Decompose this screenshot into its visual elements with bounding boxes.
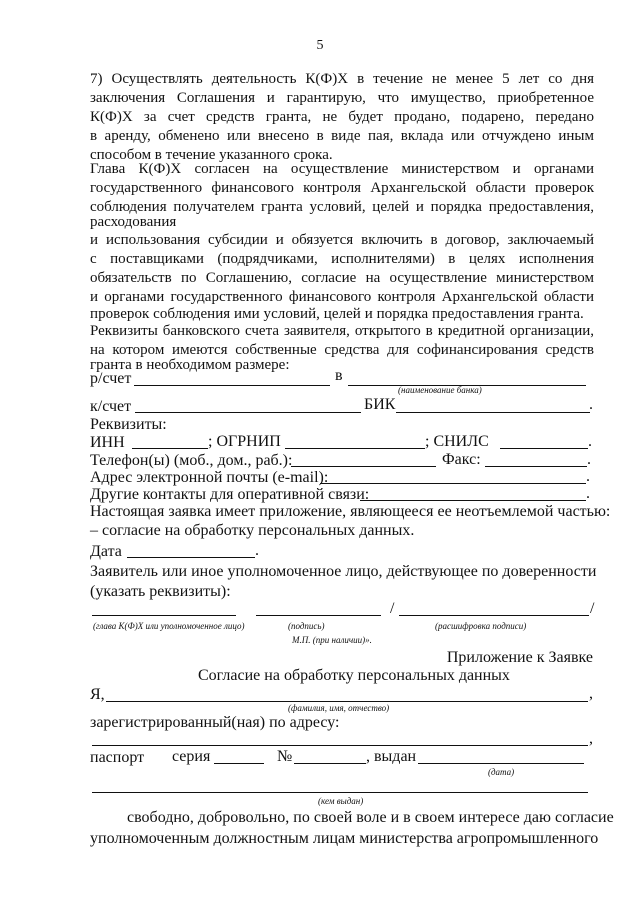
series-label: серия	[172, 748, 211, 765]
date-period: .	[255, 542, 259, 559]
bik-field[interactable]	[396, 412, 590, 413]
corr-account-field[interactable]	[135, 412, 361, 413]
issued-by-field[interactable]	[92, 792, 588, 793]
number-field[interactable]	[294, 763, 366, 764]
control-line-4: расходования	[90, 214, 177, 230]
control-line-1: Глава К(Ф)Х согласен на осуществление министерством и органами	[90, 161, 594, 177]
fax-label: Факс:	[442, 451, 481, 468]
email-period: .	[586, 468, 590, 485]
attachment-line-2: – согласие на обработку персональных данных.	[90, 522, 415, 539]
address-field[interactable]	[92, 745, 588, 746]
corr-account-label: к/счет	[90, 398, 132, 415]
control-line-6: с поставщиками (подрядчиками, исполнителями) в целях исполнения	[90, 251, 594, 267]
snils-field[interactable]	[500, 448, 588, 449]
consent-body-2: уполномоченным должностным лицам министерства агропромышленного	[90, 830, 599, 847]
signature-field[interactable]	[256, 615, 381, 616]
inn-label: ИНН	[90, 434, 125, 451]
control-line-9: проверок соблюдения ими условий, целей и порядка предоставления гранта.	[90, 306, 584, 322]
phone-label: Телефон(ы) (моб., дом., раб.):	[90, 452, 293, 469]
ogrnip-field[interactable]	[285, 448, 425, 449]
bank-intro-3: гранта в необходимом размере:	[90, 357, 290, 373]
bank-intro-2: на котором имеются собственные средства для софинансирования средств	[90, 342, 594, 358]
bank-name-caption: (наименование банка)	[398, 385, 482, 395]
i-label: Я,	[90, 686, 105, 703]
date-field[interactable]	[127, 557, 255, 558]
bik-period: .	[589, 396, 593, 413]
other-contacts-field[interactable]	[360, 500, 586, 501]
signer-line-2: (указать реквизиты):	[90, 583, 231, 600]
fio-caption: (фамилия, имя, отчество)	[288, 703, 390, 713]
fax-field[interactable]	[485, 466, 587, 467]
control-line-7: обязательств по Соглашению, согласие на осуществление министерством	[90, 270, 594, 286]
other-contacts-label: Другие контакты для оперативной связи:	[90, 486, 370, 503]
inn-field[interactable]	[132, 448, 208, 449]
in-label: в	[335, 367, 343, 384]
bik-label: БИК	[364, 396, 396, 413]
number-label: №	[277, 748, 293, 765]
page-number: 5	[316, 38, 324, 53]
snils-period: .	[588, 433, 592, 450]
series-field[interactable]	[214, 763, 264, 764]
item7-line-2: заключения Соглашения и гарантирую, что имущество, приобретенное	[90, 90, 594, 106]
signature-decoding-field[interactable]	[399, 615, 589, 616]
ogrnip-label: ; ОГРНИП	[208, 433, 281, 450]
item7-line-5: способом в течение указанного срока.	[90, 147, 333, 163]
control-line-8: и органами государственного финансового контроля Архангельской области	[90, 289, 594, 305]
decoding-caption: (расшифровка подписи)	[435, 621, 527, 631]
phone-field[interactable]	[291, 466, 436, 467]
attachment-line-1: Настоящая заявка имеет приложение, являющееся ее неотъемлемой частью:	[90, 503, 611, 520]
account-field[interactable]	[134, 385, 330, 386]
head-signature-field[interactable]	[92, 615, 236, 616]
issued-label: , выдан	[366, 748, 417, 765]
control-line-3: соблюдения получателем гранта условий, целей и порядка предоставления,	[90, 199, 594, 215]
consent-body-1: свободно, добровольно, по своей воле и в своем интересе даю согласие	[127, 809, 614, 826]
fax-period: .	[587, 451, 591, 468]
fio-comma: ,	[589, 685, 593, 702]
slash-left: /	[390, 600, 395, 617]
registered-label: зарегистрированный(ная) по адресу:	[90, 714, 340, 731]
signer-line-1: Заявитель или иное уполномоченное лицо, действующее по доверенности	[90, 563, 597, 580]
item7-line-3: К(Ф)Х за счет средств гранта, не будет продано, подарено, передано	[90, 109, 594, 125]
email-field[interactable]	[320, 483, 586, 484]
slash-right: /	[590, 600, 595, 617]
control-line-5: и использования субсидии и обязуется включить в договор, заключаемый	[90, 232, 594, 248]
bank-intro-1: Реквизиты банковского счета заявителя, открытого в кредитной организации,	[90, 323, 594, 339]
email-label: Адрес электронной почты (e-mail):	[90, 469, 329, 486]
fio-field[interactable]	[106, 701, 588, 702]
appendix-title: Приложение к Заявке	[446, 649, 593, 666]
other-contacts-period: .	[586, 485, 590, 502]
item7-line-1: 7) Осуществлять деятельность К(Ф)Х в течение не менее 5 лет со дня	[90, 71, 594, 87]
item7-line-4: в аренду, обменено или внесено в виде пая, вклада или отчуждено иным	[90, 128, 594, 144]
address-comma: ,	[589, 730, 593, 747]
control-line-2: государственного финансового контроля Архангельской области проверок	[90, 180, 594, 196]
snils-label: ; СНИЛС	[425, 433, 489, 450]
consent-heading: Согласие на обработку персональных данных	[198, 667, 510, 684]
requisites-label: Реквизиты:	[90, 416, 167, 433]
date-caption: (дата)	[488, 767, 515, 777]
account-label: р/счет	[90, 370, 132, 387]
date-label: Дата	[90, 543, 122, 560]
issued-by-caption: (кем выдан)	[318, 796, 364, 806]
issued-date-field[interactable]	[418, 763, 584, 764]
signature-caption: (подпись)	[288, 621, 325, 631]
passport-label: паспорт	[90, 749, 145, 766]
head-caption: (глава К(Ф)Х или уполномоченное лицо)	[93, 621, 245, 631]
stamp-caption: М.П. (при наличии)».	[292, 635, 372, 645]
